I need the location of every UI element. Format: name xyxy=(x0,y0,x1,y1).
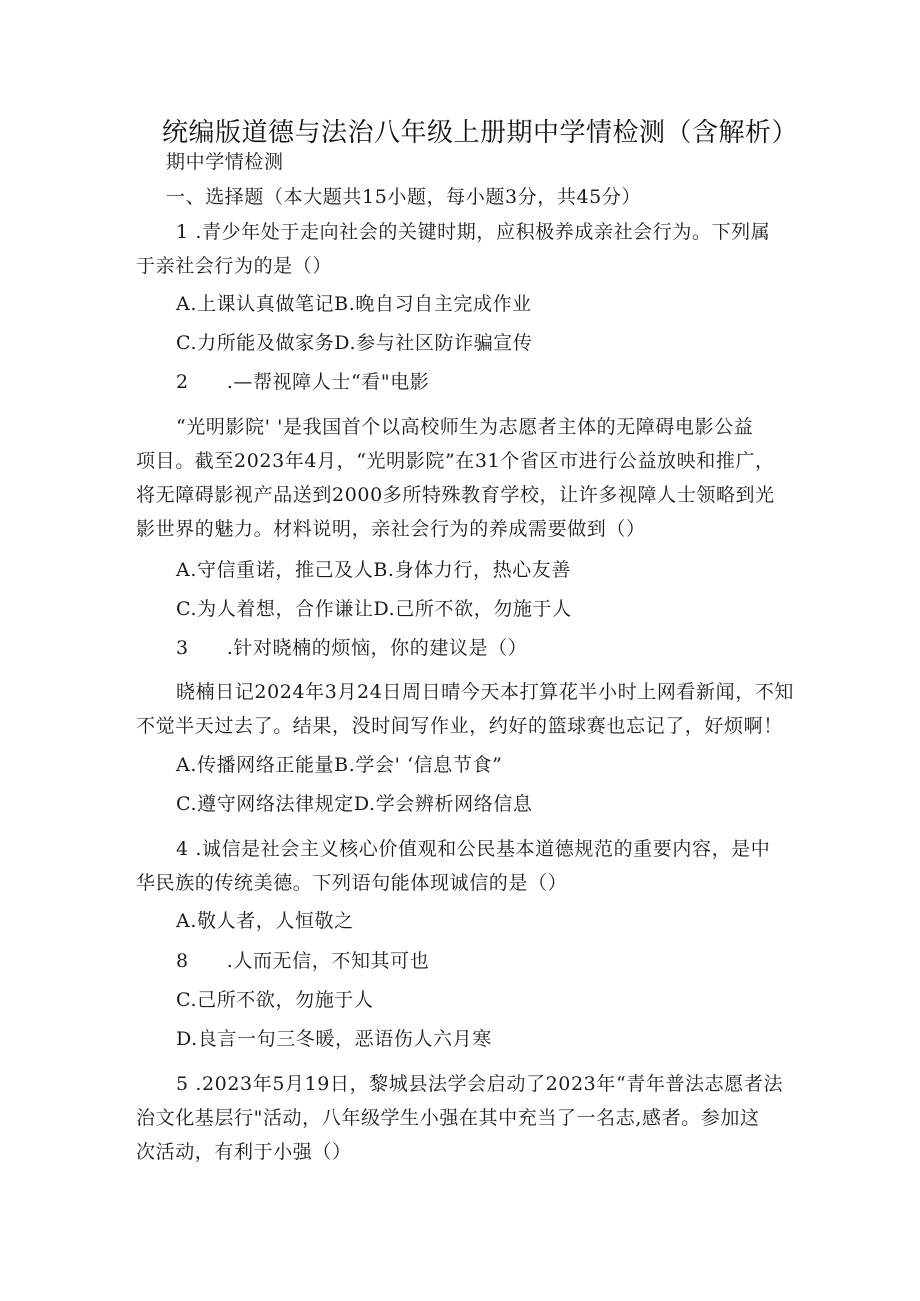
q4-option-b-number: 8 xyxy=(176,950,189,972)
q1-stem-line-1: 1 .青少年处于走向社会的关键时期，应积极养成亲社会行为。下列属 xyxy=(176,221,771,243)
subtitle: 期中学情检测 xyxy=(166,151,284,173)
q2-heading-text: .—帮视障人士“看"电影 xyxy=(226,371,430,393)
q2-options-cd: C.为人着想，合作谦让D.己所不欲，勿施于人 xyxy=(176,598,572,620)
q2-heading xyxy=(176,368,429,396)
section-heading: 一、选择题（本大题共15小题，每小题3分，共45分） xyxy=(166,186,642,208)
q1-options-ab: A.上课认真做笔记B.晚自习自主完成作业 xyxy=(176,293,532,315)
q3-heading-text: .针对晓楠的烦恼，你的建议是（） xyxy=(226,637,528,659)
q2-options-ab: A.守信重诺，推己及人B.身体力行，热心友善 xyxy=(176,559,571,581)
q4-stem-line-2: 华民族的传统美德。下列语句能体现诚信的是（） xyxy=(136,872,568,894)
q5-stem-line-3: 次活动，有利于小强（） xyxy=(136,1141,352,1163)
q4-stem-line-1: 4 .诚信是社会主义核心价值观和公民基本道德规范的重要内容，是中 xyxy=(176,838,771,860)
q1-stem-line-2: 于亲社会行为的是（） xyxy=(136,255,333,277)
q1-options-cd: C.力所能及做家务D.参与社区防诈骗宣传 xyxy=(176,332,533,354)
q3-heading xyxy=(176,634,527,662)
q4-option-c: C.己所不欲，勿施于人 xyxy=(176,989,374,1011)
q2-number: 2 xyxy=(176,371,189,393)
document-title: 统编版道德与法治八年级上册期中学情检测（含解析） xyxy=(161,118,798,148)
q3-number: 3 xyxy=(176,637,189,659)
q4-option-b-text: .人而无信，不知其可也 xyxy=(226,950,430,972)
q4-option-d: D.良言一句三冬暖，恶语伤人六月寒 xyxy=(176,1028,492,1050)
q3-diary-line-1: 晓楠日记2024年3月24日周日晴今天本打算花半小时上网看新闻，不知 xyxy=(176,681,795,703)
q5-stem-line-2: 治文化基层行"活动，八年级学生小强在其中充当了一名志,感者。参加这 xyxy=(136,1107,760,1129)
q3-options-cd: C.遵守网络法律规定D.学会辨析网络信息 xyxy=(176,793,533,815)
q4-option-b xyxy=(176,947,429,975)
q2-material-line-3: 将无障碍影视产品送到2000多所特殊教育学校，让许多视障人士领略到光 xyxy=(136,484,775,506)
q2-material-line-1: “光明影院' '是我国首个以高校师生为志愿者主体的无障碍电影公益 xyxy=(176,416,754,438)
q2-material-line-2: 项目。截至2023年4月，“光明影院”在31个省区市进行公益放映和推广， xyxy=(136,450,775,472)
q5-stem-line-1: 5 .2023年5月19日，黎城县法学会启动了2023年“青年普法志愿者法 xyxy=(176,1073,784,1095)
q4-option-a: A.敬人者，人恒敬之 xyxy=(176,910,354,932)
q2-material-line-4: 影世界的魅力。材料说明，亲社会行为的养成需要做到（） xyxy=(136,518,646,540)
q3-options-ab: A.传播网络正能量B.学会' ‘信息节食” xyxy=(176,754,503,776)
q3-diary-line-2: 不觉半天过去了。结果，没时间写作业，约好的篮球赛也忘记了，好烦啊！ xyxy=(136,715,783,737)
